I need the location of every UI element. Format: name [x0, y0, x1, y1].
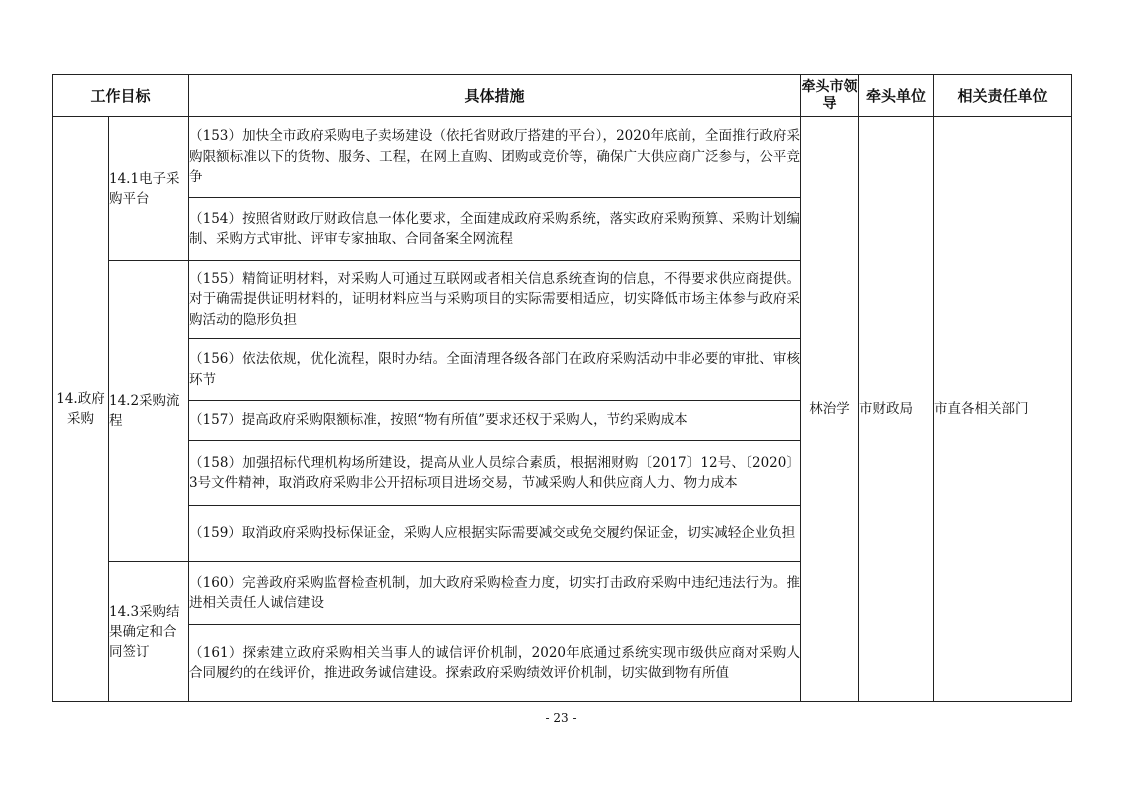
- subgoal-cell: 14.2采购流程: [109, 261, 189, 562]
- header-goal: 工作目标: [53, 75, 189, 117]
- measure-cell: （155）精简证明材料，对采购人可通过互联网或者相关信息系统查询的信息，不得要求供应商提供。对于确需提供证明材料的，证明材料应当与采购项目的实际需要相适应，切实降低市场主体参与政府采购活动的隐形负担: [189, 261, 801, 339]
- header-row: [53, 75, 1072, 117]
- measure-cell: （161）探索建立政府采购相关当事人的诚信评价机制，2020年底通过系统实现市级供应商对采购人合同履约的在线评价，推进政务诚信建设。探索政府采购绩效评价机制，切实做到物有所值: [189, 625, 801, 702]
- goal-cell: 14.政府采购: [53, 117, 109, 702]
- measure-cell: （153）加快全市政府采购电子卖场建设（依托省财政厅搭建的平台），2020年底前，全面推行政府采购限额标准以下的货物、服务、工程，在网上直购、团购或竞价等，确保广大供应商广泛参与，公平竞争: [189, 117, 801, 198]
- measure-cell: （158）加强招标代理机构场所建设，提高从业人员综合素质，根据湘财购〔2017〕12号、〔2020〕3号文件精神，取消政府采购非公开招标项目进场交易，节减采购人和供应商人力、物力成本: [189, 441, 801, 506]
- measure-cell: （157）提高政府采购限额标准，按照“物有所值”要求还权于采购人，节约采购成本: [189, 401, 801, 441]
- header-lead-unit: 牵头单位: [859, 75, 934, 117]
- measure-cell: （156）依法依规，优化流程，限时办结。全面清理各级各部门在政府采购活动中非必要的审批、审核环节: [189, 339, 801, 401]
- subgoal-cell: 14.3采购结果确定和合同签订: [109, 562, 189, 702]
- leader-cell: 林治学: [801, 117, 859, 702]
- header-leader: 牵头市领导: [801, 75, 859, 117]
- measure-cell: （159）取消政府采购投标保证金，采购人应根据实际需要减交或免交履约保证金，切实减轻企业负担: [189, 506, 801, 562]
- measure-cell: （160）完善政府采购监督检查机制，加大政府采购检查力度，切实打击政府采购中违纪违法行为。推进相关责任人诚信建设: [189, 562, 801, 625]
- table-row: [53, 117, 1072, 198]
- lead-unit-cell: 市财政局: [859, 117, 934, 702]
- page-number: - 23 -: [545, 711, 577, 725]
- header-related-units: 相关责任单位: [934, 75, 1072, 117]
- measures-table: [52, 74, 1072, 702]
- related-units-cell: 市直各相关部门: [934, 117, 1072, 702]
- header-measures: 具体措施: [189, 75, 801, 117]
- measure-cell: （154）按照省财政厅财政信息一体化要求，全面建成政府采购系统，落实政府采购预算、采购计划编制、采购方式审批、评审专家抽取、合同备案全网流程: [189, 198, 801, 261]
- subgoal-cell: 14.1电子采购平台: [109, 117, 189, 261]
